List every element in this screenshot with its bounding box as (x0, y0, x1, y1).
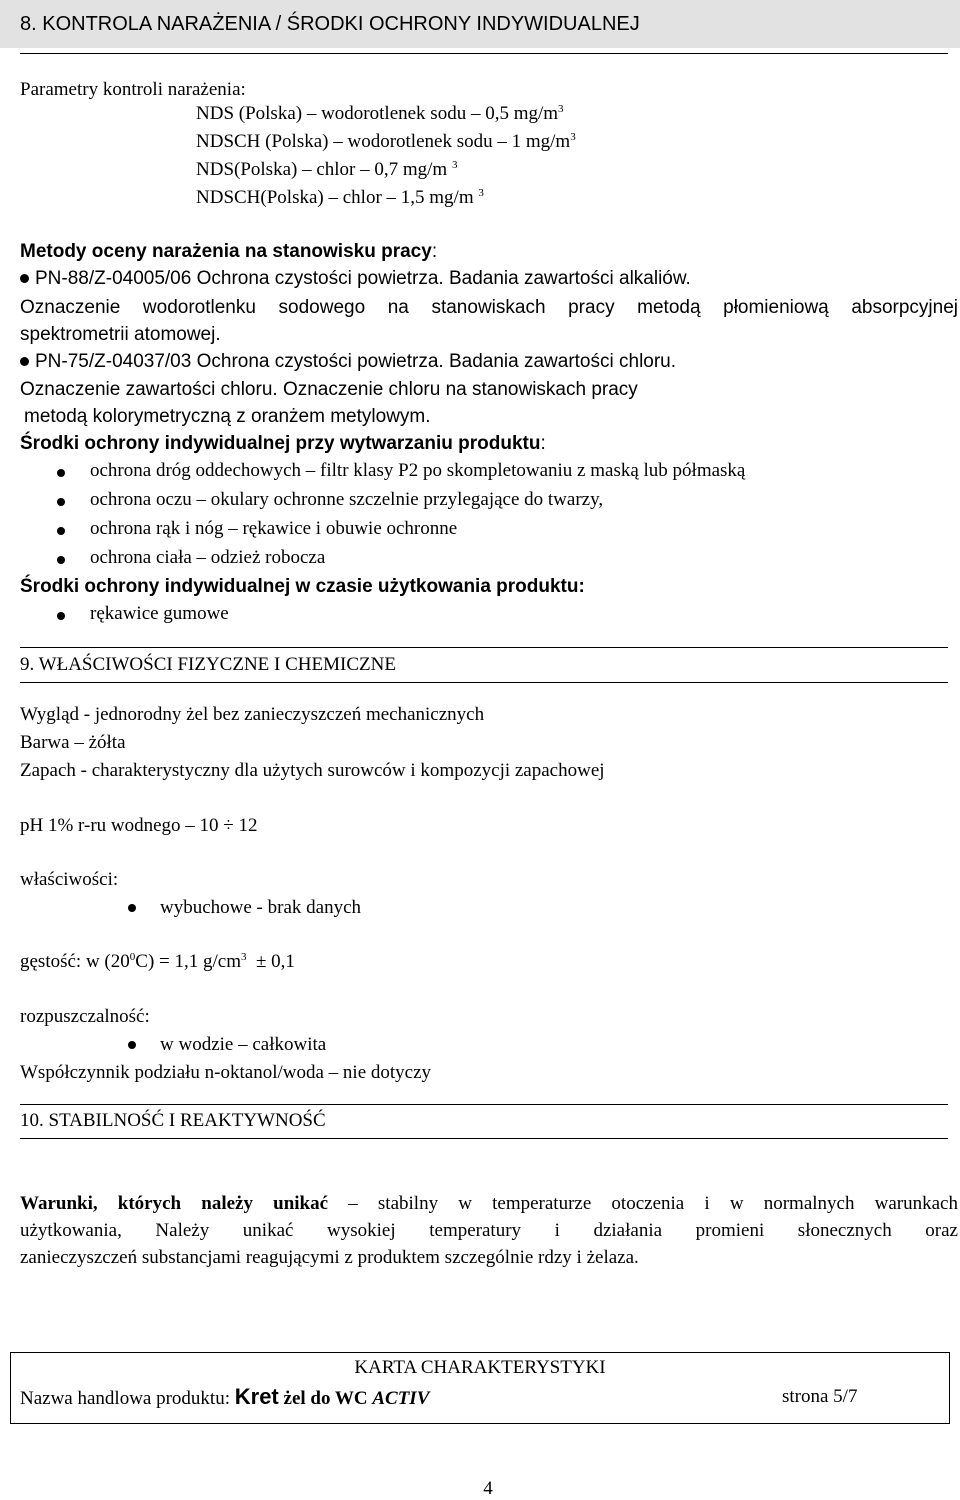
density: gęstość: w $(20^0C) = 1,1$ $g/cm^3 \pm 0,1$ (20, 951, 295, 972)
section-10-title: 10. STABILNOŚĆ I REAKTYWNOŚĆ (20, 1110, 326, 1131)
avoid-conditions-line-1: Warunki, których należy unikać – stabilny w temperaturze otoczenia i w normalnych warunkach (20, 1193, 958, 1214)
bullet-icon (57, 527, 65, 535)
params-label: Parametry kontroli narażenia: (20, 79, 246, 100)
bullet-icon (57, 469, 65, 477)
ppe-usage-heading: Środki ochrony indywidualnej w czasie użytkowania produktu: (20, 576, 585, 597)
bullet-icon (20, 274, 29, 283)
ppe-item: ochrona rąk i nóg – rękawice i obuwie ochronne (90, 518, 458, 539)
section-8-title: 8. KONTROLA NARAŻENIA / ŚRODKI OCHRONY INDYWIDUALNEJ (20, 13, 640, 35)
avoid-conditions-line-3: zanieczyszczeń substancjami reagującymi z produktem szczególnie rdzy i żelaza. (20, 1247, 639, 1268)
appearance: Wygląd - jednorodny żel bez zanieczyszczeń mechanicznych (20, 704, 485, 725)
section-divider (20, 1104, 948, 1105)
ppe-item: ochrona oczu – okulary ochronne szczelnie przylegające do twarzy, (90, 489, 604, 510)
bullet-icon (57, 556, 65, 564)
partition-coefficient: Współczynnik podziału n-oktanol/woda – nie dotyczy (20, 1062, 432, 1083)
param-nds-chlor: NDS(Polska) – chlor – 0,7 mg/m $^3$ (196, 159, 458, 180)
section-divider (20, 1138, 948, 1139)
param-nds-naoh: NDS (Polska) – wodorotlenek sodu – 0,5 $mg/m^3$ (196, 103, 564, 124)
method-2-description: Oznaczenie zawartości chloru. Oznaczenie chloru na stanowiskach pracy (20, 379, 638, 400)
method-pn-75: PN-75/Z-04037/03 Ochrona czystości powietrza. Badania zawartości chloru. (20, 351, 676, 373)
odor: Zapach - charakterystyczny dla użytych surowców i kompozycji zapachowej (20, 760, 605, 781)
param-ndsch-chlor: NDSCH(Polska) – chlor – 1,5 mg/m $^3$ (196, 187, 484, 208)
card-title: KARTA CHARAKTERYSTYKI (354, 1357, 606, 1378)
avoid-conditions-line-2: użytkowania, Należy unikać wysokiej temperatury i działania promieni słonecznych oraz (20, 1220, 958, 1241)
method-1-description-cont: spektrometrii atomowej. (20, 324, 221, 345)
properties-label: właściwości: (20, 869, 119, 890)
ph-value: pH 1% r-ru wodnego – 10 ÷ 12 (20, 815, 258, 836)
section-divider (20, 682, 948, 683)
section-divider (20, 647, 948, 648)
ppe-item: ochrona ciała – odzież robocza (90, 547, 326, 568)
page-number: 4 (483, 1478, 493, 1499)
param-ndsch-naoh: NDSCH (Polska) – wodorotlenek sodu – 1 $mg/m^3$ (196, 131, 576, 152)
solubility-water: w wodzie – całkowita (160, 1034, 327, 1055)
method-2-description-cont: metodą kolorymetryczną z oranżem metylowym. (24, 406, 431, 427)
product-name-line: Nazwa handlowa produktu: Kret żel do WC ACTIV (20, 1384, 430, 1409)
color: Barwa – żółta (20, 732, 126, 753)
solubility-label: rozpuszczalność: (20, 1006, 150, 1027)
bullet-icon (20, 357, 29, 366)
bullet-icon (128, 1041, 136, 1049)
method-pn-88: PN-88/Z-04005/06 Ochrona czystości powietrza. Badania zawartości alkaliów. (20, 268, 691, 290)
section-9-title: 9. WŁAŚCIWOŚCI FIZYCZNE I CHEMICZNE (20, 654, 396, 675)
bullet-icon (57, 498, 65, 506)
ppe-production-heading: Środki ochrony indywidualnej przy wytwarzaniu produktu: (20, 433, 546, 454)
ppe-item: ochrona dróg oddechowych – filtr klasy P2 po skompletowaniu z maską lub półmaską (90, 460, 746, 481)
bullet-icon (57, 612, 65, 620)
section-divider (20, 53, 948, 54)
bullet-icon (128, 904, 136, 912)
method-1-description: Oznaczenie wodorotlenku sodowego na stanowiskach pracy metodą płomieniową absorpcyjnej (20, 297, 958, 318)
ppe-usage-item: rękawice gumowe (90, 603, 229, 624)
methods-heading: Metody oceny narażenia na stanowisku pracy: (20, 241, 438, 262)
explosive-property: wybuchowe - brak danych (160, 897, 362, 918)
page-info: strona 5/7 (782, 1386, 858, 1407)
